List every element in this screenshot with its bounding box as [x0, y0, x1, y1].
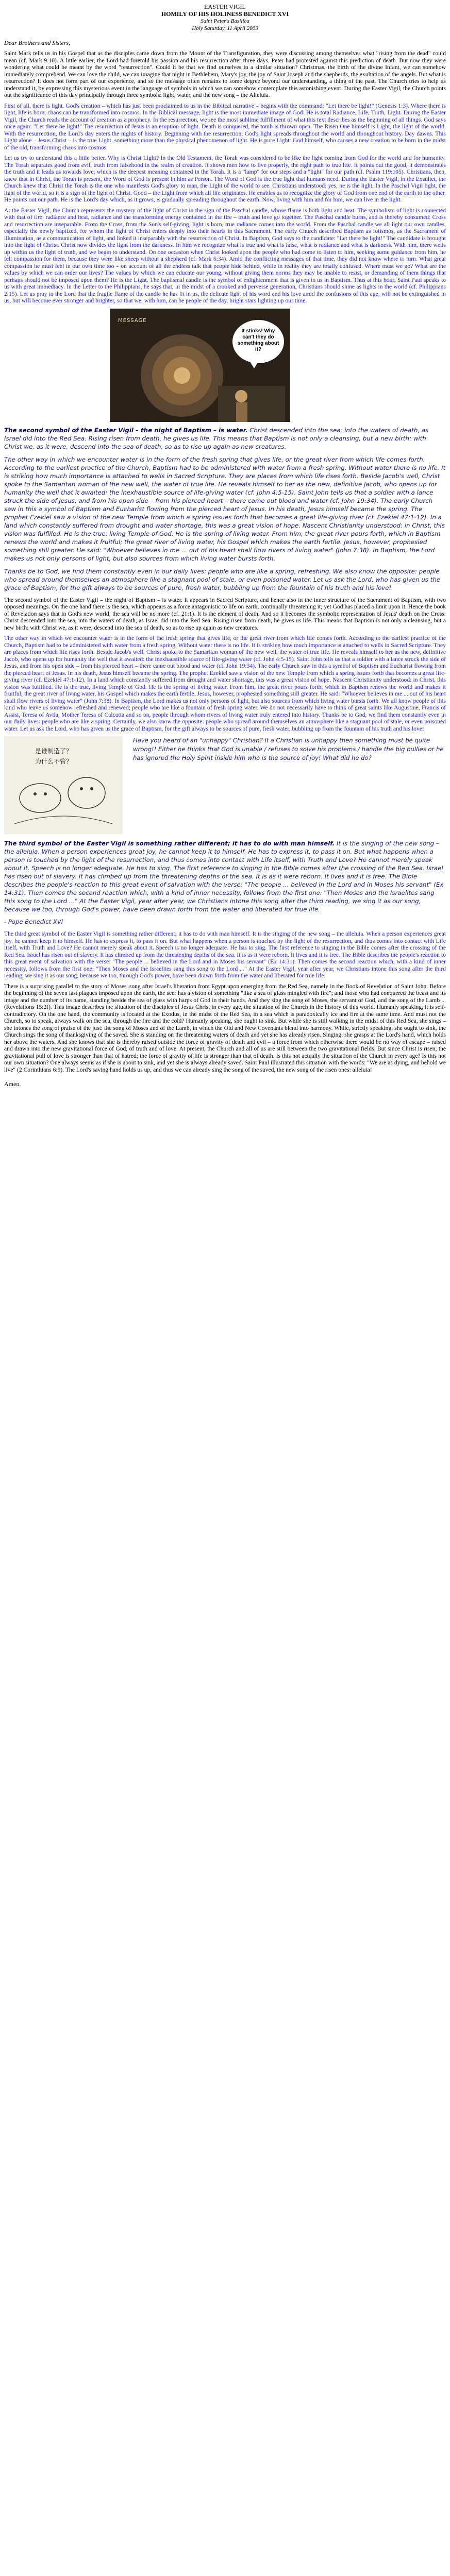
paragraph-paschal-candle: At the Easter Vigil, the Church represents the mystery of the light of Christ in the sign of the Paschal candle, whose flame is both light and heat. The symbolism of light is connected with that of fire: radiance and heat, radiance and the transforming energy contained in the fire – truth and love go together. The Paschal candle burns, and is thereby consumed: Cross and resurrection are inseparable. From the Cross, from the Son's self-giving, light is born, true radiance comes into the world. From the Paschal candle we all light our own candles, especially the newly baptized, for whom the light of Christ enters deeply into their hearts in this Sacrament. The early Church described Baptism as fotismos, as the Sacrament of illumination, as a communication of light, and linked it inseparably with the resurrection of Christ. In Baptism, God says to the candidate: "Let there be light!" The candidate is brought into the light of Christ. Christ now divides the light from the darkness. In him we recognize what is true and what is false, what is radiance and what is darkness. With him, there wells up within us the light of truth, and we begin to understand. On one occasion when Christ looked upon the people who had come to listen to him, seeking some guidance from him, he felt compassion for them, because they were like sheep without a shepherd (cf. Mark 6:34). Amid the conflicting messages of that time, they did not know where to turn. What great compassion he must feel in our own time too – on account of all the endless talk that people hide behind, while in reality they are totally confused. Where must we go? What are the values by which we can order our lives? The values by which we can educate our young, without giving them norms they may be unable to resist, or demanding of them things that perhaps should not be imposed upon them? He is the Light. The baptismal candle is the symbol of enlightenment that is given to us in Baptism. Thus at this hour, Saint Paul speaks to us with great immediacy. In the Letter to the Philippians, he says that, in the midst of a crooked and perverse generation, Christians should shine as lights in the world (cf. Philippians 2:15). Let us pray to the Lord that the fragile flame of the candle he has lit in us, the delicate light of his word and his love amid the confusions of this age, will not be extinguished in us, but will become ever stronger and brighter, so that we, with him, can be people of the day, bright stars lighting up our time.	[4, 207, 446, 304]
unhappy-christian-text: Have you heard of an "unhappy" Christian? If a Christian is unhappy then something must be quite wrong!! Either he thinks that God is unable / refuses to solve his problems / handle the big bullies or he has ignored the Holy Spirit inside him who is the source of joy! What did he do?	[133, 737, 444, 761]
header-title: HOMILY OF HIS HOLINESS BENEDICT XVI	[161, 10, 289, 18]
handwritten-paragraph	[4, 426, 446, 451]
header-date: Holy Saturday, 11 April 2009	[192, 25, 258, 31]
signature: - Pope Benedict XVI	[4, 918, 63, 925]
cartoon-plate-label: MESSAGE	[118, 317, 147, 324]
paragraph-spring: The other way in which we encounter water is in the form of the fresh spring that gives life, or the great river from which life comes forth. According to the earliest practice of the Church, Baptism had to be administered with water from a fresh spring. Without water there is no life. It is striking how much importance is attached to wells in Sacred Scripture. They are places from which life rises forth. Beside Jacob's well, Christ spoke to the Samaritan woman of the new well, the water of true life. He reveals himself to her as the new, definitive Jacob, who opens up for humanity the well that it awaited: the inexhaustible source of life-giving water (cf. John 4:5-15). Saint John tells us that a soldier with a lance struck the side of Jesus, and from his open side – from his pierced heart – there came out blood and water (cf. John 19:34). The early Church saw in this a symbol of Baptism and Eucharist flowing from the pierced heart of Jesus. In his death, Jesus himself became the spring. The prophet Ezekiel saw a vision of the new Temple from which a spring issues forth that becomes a great life-giving river (cf. Ezekiel 47:1-12). In a land which constantly suffered from drought and water shortage, this was a great vision of hope. Nascent Christianity understood: in Christ, this vision was fulfilled. He is the true, living Temple of God. He is the spring of living water. From him, the great river pours forth, which in Baptism renews the world and makes it fruitful; the great river of living water, his Gospel which makes the earth fertile. Jesus, however, prophesied something still greater. He said: "Whoever believes in me ... out of his heart shall flow rivers of living water" (John 7:38). In Baptism, the Lord makes us not only persons of light, but also sources from which living water bursts forth. We all know people of this kind who leave us somehow refreshed and renewed; people who are like a fountain of fresh spring water. We do not necessarily have to think of great saints like Augustine, Francis of Assisi, Teresa of Avila, Mother Teresa of Calcutta and so on, people through whom rivers of living water truly entered into history. Thanks be to God, we find them constantly even in our daily lives: people who are like a spring. Certainly, we also know the opposite: people who spread around themselves an atmosphere like a stagnant pool of stale, or even poisoned water. Let us ask the Lord, who has given us the grace of Baptism, for the gift always to be sources of pure, fresh water, bubbling up from the fountain of his truth and his love!	[4, 635, 446, 732]
handwritten-paragraph	[4, 839, 446, 913]
handwritten-notes-1	[4, 426, 446, 592]
header-location: Saint Peter's Basilica	[201, 18, 249, 24]
salutation: Dear Brothers and Sisters,	[4, 39, 71, 46]
handwritten-text: It is the singing of the new song – the alleluia. When a person experiences great joy, he cannot keep it to himself. He has to express it, to pass it on. But what happens when a person is touched by the light of the resurrection, and thus comes into contact with Life itself, with Truth and Love? He cannot merely speak about it. Speech is no longer adequate. He has to sing. The first reference to singing in the Bible comes after the crossing of the Red Sea. Israel has risen out of slavery. It has climbed up from the threatening depths of the sea. It is as it were reborn. It lives and it is free. The Bible describes the people's reaction to this great event of salvation with the verse: "The people ... believed in the Lord and in Moses his servant" (Ex 14:31). Then comes the second reaction which, with a kind of inner necessity, follows from the first one: "Then Moses and the Israelites sang this song to the Lord ..." At the Easter Vigil, year after year, we Christians intone this song after the third reading, we sing it as our song, because we too, through God's power, have been drawn forth from the water and liberated for true life.	[4, 840, 444, 913]
handwritten-paragraph	[4, 567, 446, 592]
closing-amen: Amen.	[4, 1080, 21, 1088]
handwritten-text: Christ descended into the sea, into the waters of death, as Israel did into the Red Sea. Rising risen from death, he gives us life. This means that Baptism is not only a cleansing, but a new birth: with Christ we, as it were, descend into the sea of death, so as to rise up again as new creatures.	[4, 426, 429, 450]
speech-bubble-text: It stinks! Why can't they do something about it?	[237, 328, 279, 352]
paragraph-christ-light: Let us try to understand this a little better. Why is Christ Light? In the Old Testament, the Torah was considered to be like the light coming from God for the world and for humanity. The Torah separates good from evil, truth from falsehood in the realm of creation. It shows men how to live properly, the right path to true life. It points out the good, it demonstrates the truth and it leads us towards love, which is the deepest meaning contained in the Torah. It is a "lamp" for our steps and a "light" for our path (cf. Psalm 119:105). Christians, then, knew that in Christ, the Torah is present, the Word of God is present in him as Person. The Word of God is the true light that humans need. During the Easter Vigil, in the Exsultet, the Church knew that Christ the Torah is the one who manifests God's glory to man, the Light of the world to see. Christians understood: yes, he is the light. In the Paschal Vigil light, the light of the world, so it is a sign of the light of Christ. Good – the Light from which all life originates. He enables us to recognize the glory of God from one end of the earth to the other. He points out our path. He is the Lord's day which, as it grows, is gradually spreading throughout the earth. Now, living with him and for him, we can live in the light.	[4, 155, 446, 203]
handwritten-title: The third symbol of the Easter Vigil is something rather different; it has to do with man himself.	[4, 840, 335, 847]
handwritten-notes-2	[4, 839, 446, 913]
handwritten-text: The other way in which we encounter water is in the form of the fresh spring that gives life, or the great river from which life comes forth. According to the earliest practice of the Church, Baptism had to be administered with water from a fresh spring. Without water there is no life. It is striking how much importance is attached to wells in Sacred Scripture. They are places from which life rises forth. Beside Jacob's well, Christ spoke to the Samaritan woman of the new well, the water of true life. He reveals himself to her as the new, definitive Jacob, who opens up for humanity the well that it awaited: the inexhaustible source of life-giving water (cf. John 4:5-15). Saint John tells us that a soldier with a lance struck the side of Jesus, and from his open side – from his pierced heart – there came out blood and water (cf. John 19:34). The early Church saw in this a symbol of Baptism and Eucharist flowing from the pierced heart of Jesus. In his death, Jesus himself became the spring. The prophet Ezekiel saw a vision of the new Temple from which a spring issues forth that becomes a great life-giving river (cf. Ezekiel 47:1-12). In a land which constantly suffered from drought and water shortage, this was a great vision of hope. Nascent Christianity understood: in Christ, this vision was fulfilled. He is the true, living Temple of God. He is the spring of living water. From him, the great river pours forth, which in Baptism renews the world and makes it fruitful; the great river of living water, his Gospel which makes the earth fertile. Jesus, however, prophesied something still greater. He said: "Whoever believes in me ... out of his heart shall flow rivers of living water" (John 7:38). In Baptism, the Lord makes us not only persons of light, but also sources from which living water bursts forth.	[4, 455, 446, 562]
speech-bubble-tail	[249, 360, 259, 368]
header-event: EASTER VIGIL	[204, 3, 246, 10]
unhappy-christian-section	[4, 736, 446, 834]
document-header	[4, 3, 446, 32]
paragraph-new-song: The third great symbol of the Easter Vigil is something rather different; it has to do with man himself. It is the singing of the new song – the alleluia. When a person experiences great joy, he cannot keep it to himself. He has to express it, to pass it on. But what happens when a person is touched by the light of the resurrection, and thus comes into contact with Life itself, with Truth and Love? He cannot merely speak about it. Speech is no longer adequate. He has to sing. The first reference to singing in the Bible comes after the crossing of the Red Sea. Israel has risen out of slavery. It has climbed up from the threatening depths of the sea. It is as it were reborn. It lives and it is free. The Bible describes the people's reaction to this great event of salvation with the verse: "The people ... believed in the Lord and in Moses his servant" (Ex 14:31). Then comes the second reaction which, with a kind of inner necessity, follows from the first one: "Then Moses and the Israelites sang this song to the Lord ..." At the Easter Vigil, year after year, we Christians intone this song after the third reading, we sing it as our song, because we too, through God's power, have been drawn forth from the water and liberated for true life.	[4, 930, 446, 979]
paragraph-light: First of all, there is light. God's creation – which has just been proclaimed to us in the Biblical narrative – begins with the command: "Let there be light!" (Genesis 1:3). Where there is light, life is born, chaos can be transformed into cosmos. In the Biblical message, light is the most immediate image of God: He is total Radiance, Life, Truth, Light. During the Easter Vigil, the Church reads the account of creation as a prophecy. In the resurrection, we see the most sublime fulfillment of what this text describes as the beginning of all things. God says once again: "Let there be light!" The resurrection of Jesus is an eruption of light. Death is conquered, the tomb is thrown open. The Risen One himself is Light, the light of the world. With the resurrection, the Lord's day enters the nights of history. Beginning with the resurrection, God's light spreads throughout the world and throughout history. Day dawns. This Light alone – Jesus Christ – is the true Light, something more than the physical phenomenon of light. He is pure Light: God himself, who causes a new creation to be born in the midst of the old, transforming chaos into cosmos.	[4, 102, 446, 151]
handwritten-paragraph	[4, 455, 446, 563]
cartoon-caption-2: 为什么不管？	[35, 758, 73, 765]
paragraph-transfiguration: Saint Mark tells us in his Gospel that as the disciples came down from the Mount of the Transfiguration, they were discussing among themselves what "rising from the dead" could mean (cf. Mark 9:10). A little earlier, the Lord had foretold his passion and his resurrection after three days. Peter had protested against this prediction of death. But now they were wondering what could be meant by the word "resurrection". Could it be that we find ourselves in a similar situation? Christmas, the birth of the divine Infant, we can somehow immediately comprehend. We can love the child, we can imagine that night in Bethlehem, Mary's joy, the joy of Saint Joseph and the shepherds, the exultation of the angels. But what is resurrection? It does not form part of our experience, and so the message often remains to some degree beyond our understanding, a thing of the past. The Church tries to help us understand it, by expressing this mysterious event in the language of symbols in which we can somehow contemplate this astonishing event. During the Easter Vigil, the Church points out the significance of this day principally through three symbols: light, water, and the new song – the Alleluia.	[4, 50, 446, 98]
paragraph-revelation: There is a surprising parallel to the story of Moses' song after Israel's liberation from Egypt upon emerging from the Red Sea, namely in the Book of Revelation of Saint John. Before the beginning of the seven last plagues imposed upon the earth, the seer has a vision of something "like a sea of glass mingled with fire"; and those who had conquered the beast and its image and the number of its name, standing beside the sea of glass with harps of God in their hands. And they sing the song of Moses, the servant of God, and the song of the Lamb ... (Revelations 15:2f). This image describes the situation of the disciples of Jesus Christ in every age, the situation of the Church in the history of this world. Humanly speaking, it is self-contradictory. On the one hand, the community is located at the Exodus, in the midst of the Red Sea, in a sea which is paradoxically ice and fire at the same time. And must not the Church, so to speak, always walk on the sea, through the fire and the cold? Humanly speaking, she ought to sink. But while she is still walking in the midst of this Red Sea, she sings – she intones the song of praise of the just: the song of Moses and of the Lamb, in which the Old and New Covenants blend into harmony. While, strictly speaking, she ought to sink, the Church sings the song of thanksgiving of the saved. She is standing on the threatening waters of death and yet she has already risen. Singing, she grasps at the Lord's hand, which holds her above the waters. And she knows that she is thereby raised outside the force of gravity of death and evil – a force from which otherwise there would be no way of escape – raised and drawn into the new gravitational force of God, of truth and of love. At present, the Church and all of us are still between the two gravitational fields. But since Christ is risen, the gravitational pull of love is stronger than that of hatred; the force of gravity of life is stronger than that of death. Is this not actually the situation of the Church in every age? Is this not our own situation? One always seems as if she is about to sink, and yet she is always already saved. Saint Paul illustrated this situation with the words: "We are as dying, and behold we live" (2 Corinthians 6:9). The Lord's saving hand holds us up, and thus we can already sing the song of the saved, the new song of the risen ones: alleluia!	[4, 982, 446, 1073]
chinese-cartoon-figure	[4, 736, 123, 834]
handwritten-text: Thanks be to God, we find them constantly even in our daily lives: people who are like a spring, refreshing. We also know the opposite: people who spread around themselves an atmosphere like a stagnant pool of stale, or even poisoned water. Let us ask the Lord, who has given us the grace of Baptism, for the gift always to be sources of pure, fresh water, bubbling up from the fountain of his truth and his love!	[4, 567, 441, 591]
homily-page	[0, 0, 450, 1088]
paragraph-water: The second symbol of the Easter Vigil – the night of Baptism – is water. It appears in Sacred Scripture, and hence also in the inner structure of the Sacrament of Baptism, with two opposed meanings. On the one hand there is the sea, which appears as a force antagonistic to life on earth, continually threatening it; yet God has placed a limit upon it. Hence the book of Revelation says that in God's new world, the sea will be no more (cf. 21:1). It is the element of death. And so it becomes the symbolic representation of Jesus' death on the Cross: Christ descended into the sea, into the waters of death, as Israel did into the Red Sea. Rising risen from death, he gives us life. This means that Baptism is not only a cleansing, but a new birth: with Christ we, as it were, descend into the sea of death, so as to rise up again as new creatures.	[4, 596, 446, 631]
cartoon-figure	[110, 309, 290, 422]
cartoon-caption-1: 是谁制造了？	[35, 748, 73, 755]
handwritten-title: The second symbol of the Easter Vigil – the night of Baptism – is water.	[4, 426, 248, 434]
